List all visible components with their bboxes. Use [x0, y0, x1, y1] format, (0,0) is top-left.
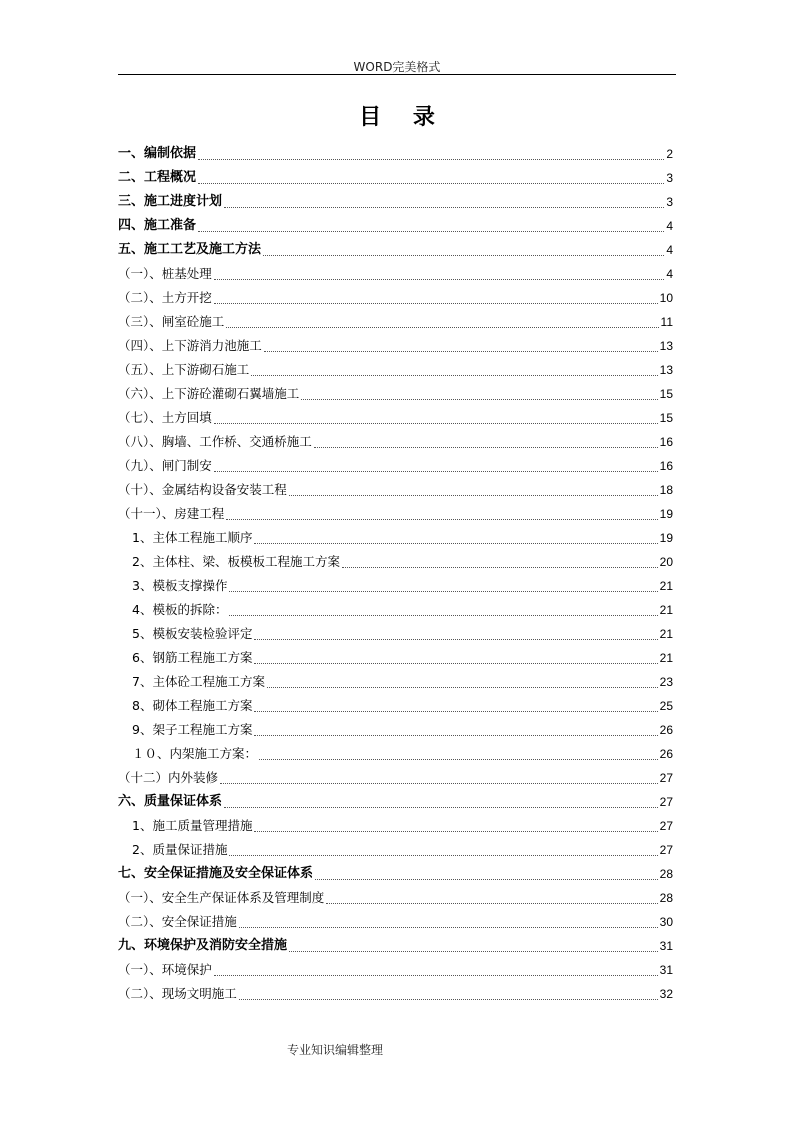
toc-entry-label[interactable]: 二、工程概况 — [118, 170, 197, 185]
toc-dot-leader — [214, 975, 658, 976]
toc-dot-leader — [226, 327, 658, 328]
toc-entry-label[interactable]: 8、砌体工程施工方案 — [132, 698, 253, 713]
toc-entry-page-number[interactable]: 21 — [659, 579, 673, 593]
toc-entry-label[interactable]: （七）、土方回填 — [118, 410, 212, 425]
toc-entry[interactable] — [118, 190, 673, 214]
toc-dot-leader — [254, 735, 657, 736]
toc-list — [118, 142, 673, 1006]
toc-entry-label[interactable]: 1、主体工程施工顺序 — [132, 530, 253, 545]
toc-entry-page-number[interactable]: 4 — [666, 219, 673, 233]
toc-dot-leader — [198, 231, 664, 232]
toc-entry-page-number[interactable]: 20 — [659, 555, 673, 569]
toc-dot-leader — [326, 903, 657, 904]
toc-dot-leader — [289, 495, 658, 496]
toc-dot-leader — [254, 711, 657, 712]
toc-entry-page-number[interactable]: 21 — [659, 603, 673, 617]
toc-entry-label[interactable]: 九、环境保护及消防安全措施 — [118, 938, 288, 953]
toc-entry-page-number[interactable]: 3 — [666, 171, 673, 185]
toc-entry[interactable] — [118, 598, 673, 622]
toc-entry[interactable] — [118, 646, 673, 670]
toc-entry-label[interactable]: （十一）、房建工程 — [118, 506, 225, 521]
toc-entry-label[interactable]: （十二）内外装修 — [118, 770, 219, 785]
toc-entry-page-number[interactable]: 19 — [659, 507, 673, 521]
toc-entry-page-number[interactable]: 21 — [659, 627, 673, 641]
toc-entry[interactable] — [118, 526, 673, 550]
toc-entry[interactable] — [118, 718, 673, 742]
toc-entry-page-number[interactable]: 2 — [666, 147, 673, 161]
toc-entry[interactable] — [118, 670, 673, 694]
toc-entry-label[interactable]: （三）、闸室砼施工 — [118, 314, 225, 329]
toc-entry-page-number[interactable]: 28 — [659, 891, 673, 905]
toc-title: 目 录 — [359, 104, 447, 130]
toc-entry-page-number[interactable]: 18 — [659, 483, 673, 497]
toc-entry-label[interactable]: （十）、金属结构设备安装工程 — [118, 482, 287, 497]
toc-entry-label[interactable]: 一、编制依据 — [118, 146, 197, 161]
toc-entry-page-number[interactable]: 31 — [659, 939, 673, 953]
toc-entry-page-number[interactable]: 13 — [659, 363, 673, 377]
page-footer-text: 专业知识编辑整理 — [287, 1043, 384, 1057]
toc-dot-leader — [254, 639, 657, 640]
toc-entry[interactable] — [118, 862, 673, 886]
toc-entry[interactable] — [118, 910, 673, 934]
toc-entry-label[interactable]: （四）、上下游消力池施工 — [118, 338, 262, 353]
toc-entry-page-number[interactable]: 31 — [659, 963, 673, 977]
toc-dot-leader — [224, 807, 658, 808]
toc-entry-page-number[interactable]: 15 — [659, 387, 673, 401]
toc-entry-label[interactable]: 9、架子工程施工方案 — [132, 722, 253, 737]
toc-entry-label[interactable]: （八）、胸墙、工作桥、交通桥施工 — [118, 434, 312, 449]
toc-entry-page-number[interactable]: 4 — [666, 267, 673, 281]
toc-entry[interactable] — [118, 982, 673, 1006]
page-header-text: WORD完美格式 — [353, 60, 441, 74]
toc-entry[interactable] — [118, 238, 673, 262]
toc-entry[interactable] — [118, 262, 673, 286]
toc-entry-label[interactable]: 三、施工进度计划 — [118, 194, 223, 209]
toc-dot-leader — [220, 783, 658, 784]
toc-dot-leader — [239, 927, 658, 928]
toc-dot-leader — [229, 591, 657, 592]
toc-entry-page-number[interactable]: 19 — [659, 531, 673, 545]
toc-entry[interactable] — [118, 958, 673, 982]
toc-entry[interactable] — [118, 766, 673, 790]
toc-entry[interactable] — [118, 310, 673, 334]
toc-entry[interactable] — [118, 790, 673, 814]
toc-entry[interactable] — [118, 166, 673, 190]
toc-dot-leader — [224, 207, 664, 208]
toc-entry-label[interactable]: 六、质量保证体系 — [118, 794, 223, 809]
toc-dot-leader — [267, 687, 658, 688]
toc-dot-leader — [229, 615, 657, 616]
toc-entry-page-number[interactable]: 3 — [666, 195, 673, 209]
toc-entry-page-number[interactable]: 27 — [659, 795, 673, 809]
toc-entry-label[interactable]: （六）、上下游砼灌砌石翼墙施工 — [118, 386, 300, 401]
toc-entry[interactable] — [118, 142, 673, 166]
toc-entry-label[interactable]: 7、主体砼工程施工方案 — [132, 674, 265, 689]
toc-entry[interactable] — [118, 622, 673, 646]
header-divider — [118, 74, 676, 75]
toc-dot-leader — [226, 519, 657, 520]
toc-entry[interactable] — [118, 574, 673, 598]
toc-entry-page-number[interactable]: 25 — [659, 699, 673, 713]
toc-dot-leader — [264, 351, 658, 352]
toc-dot-leader — [289, 951, 658, 952]
toc-entry-label[interactable]: 5、模板安装检验评定 — [132, 626, 253, 641]
toc-entry[interactable] — [118, 478, 673, 502]
toc-entry[interactable] — [118, 838, 673, 862]
toc-entry[interactable] — [118, 886, 673, 910]
toc-entry[interactable] — [118, 214, 673, 238]
toc-entry-label[interactable]: （九）、闸门制安 — [118, 458, 212, 473]
toc-entry-label[interactable]: １０、内架施工方案： — [132, 746, 258, 761]
toc-entry-page-number[interactable]: 13 — [659, 339, 673, 353]
toc-dot-leader — [239, 999, 658, 1000]
toc-entry-label[interactable]: （二）、现场文明施工 — [118, 986, 237, 1001]
toc-entry-label[interactable]: 1、施工质量管理措施 — [132, 818, 253, 833]
toc-dot-leader — [259, 759, 658, 760]
toc-dot-leader — [342, 567, 658, 568]
toc-dot-leader — [198, 159, 664, 160]
toc-entry-page-number[interactable]: 27 — [659, 819, 673, 833]
toc-entry[interactable] — [118, 934, 673, 958]
toc-dot-leader — [254, 543, 657, 544]
toc-entry-page-number[interactable]: 15 — [659, 411, 673, 425]
toc-entry-page-number[interactable]: 21 — [659, 651, 673, 665]
toc-dot-leader — [254, 831, 657, 832]
toc-dot-leader — [214, 471, 658, 472]
toc-dot-leader — [214, 279, 665, 280]
toc-entry-page-number[interactable]: 16 — [659, 435, 673, 449]
toc-entry-page-number[interactable]: 27 — [659, 843, 673, 857]
toc-dot-leader — [214, 303, 658, 304]
toc-entry-label[interactable]: 4、模板的拆除： — [132, 602, 228, 617]
toc-entry-page-number[interactable]: 26 — [659, 747, 673, 761]
toc-entry-page-number[interactable]: 27 — [659, 771, 673, 785]
toc-entry[interactable] — [118, 382, 673, 406]
toc-entry[interactable] — [118, 358, 673, 382]
toc-entry-label[interactable]: 七、安全保证措施及安全保证体系 — [118, 866, 314, 881]
toc-entry[interactable] — [118, 334, 673, 358]
toc-dot-leader — [254, 663, 657, 664]
toc-entry-label[interactable]: 2、主体柱、梁、板模板工程施工方案 — [132, 554, 340, 569]
toc-entry[interactable] — [118, 742, 673, 766]
toc-dot-leader — [315, 879, 658, 880]
toc-entry-label[interactable]: （一）、环境保护 — [118, 962, 212, 977]
toc-entry[interactable] — [118, 286, 673, 310]
toc-entry-page-number[interactable]: 4 — [666, 243, 673, 257]
toc-entry[interactable] — [118, 454, 673, 478]
toc-entry-page-number[interactable]: 10 — [659, 291, 673, 305]
toc-dot-leader — [301, 399, 657, 400]
toc-dot-leader — [263, 255, 664, 256]
toc-entry[interactable] — [118, 814, 673, 838]
toc-entry-label[interactable]: （二）、土方开挖 — [118, 290, 212, 305]
toc-entry-label[interactable]: （五）、上下游砌石施工 — [118, 362, 250, 377]
toc-entry-page-number[interactable]: 11 — [660, 315, 673, 329]
toc-dot-leader — [214, 423, 658, 424]
toc-entry-label[interactable]: 6、钢筋工程施工方案 — [132, 650, 253, 665]
toc-dot-leader — [314, 447, 658, 448]
toc-entry[interactable] — [118, 550, 673, 574]
toc-entry-page-number[interactable]: 30 — [659, 915, 673, 929]
toc-dot-leader — [198, 183, 664, 184]
toc-entry-label[interactable]: （二）、安全保证措施 — [118, 914, 237, 929]
toc-entry-label[interactable]: 3、模板支撑操作 — [132, 578, 228, 593]
toc-dot-leader — [229, 855, 657, 856]
toc-entry-label[interactable]: （一）、安全生产保证体系及管理制度 — [118, 890, 325, 905]
toc-entry[interactable] — [118, 406, 673, 430]
toc-entry[interactable] — [118, 694, 673, 718]
toc-entry-label[interactable]: 2、质量保证措施 — [132, 842, 228, 857]
toc-entry[interactable] — [118, 502, 673, 526]
toc-entry-page-number[interactable]: 32 — [659, 987, 673, 1001]
toc-entry-label[interactable]: （一）、桩基处理 — [118, 266, 212, 281]
toc-entry-label[interactable]: 四、施工准备 — [118, 218, 197, 233]
toc-dot-leader — [251, 375, 657, 376]
toc-entry-page-number[interactable]: 23 — [659, 675, 673, 689]
toc-entry-page-number[interactable]: 26 — [659, 723, 673, 737]
toc-entry-label[interactable]: 五、施工工艺及施工方法 — [118, 242, 262, 257]
toc-entry-page-number[interactable]: 28 — [659, 867, 673, 881]
toc-entry-page-number[interactable]: 16 — [659, 459, 673, 473]
toc-entry[interactable] — [118, 430, 673, 454]
